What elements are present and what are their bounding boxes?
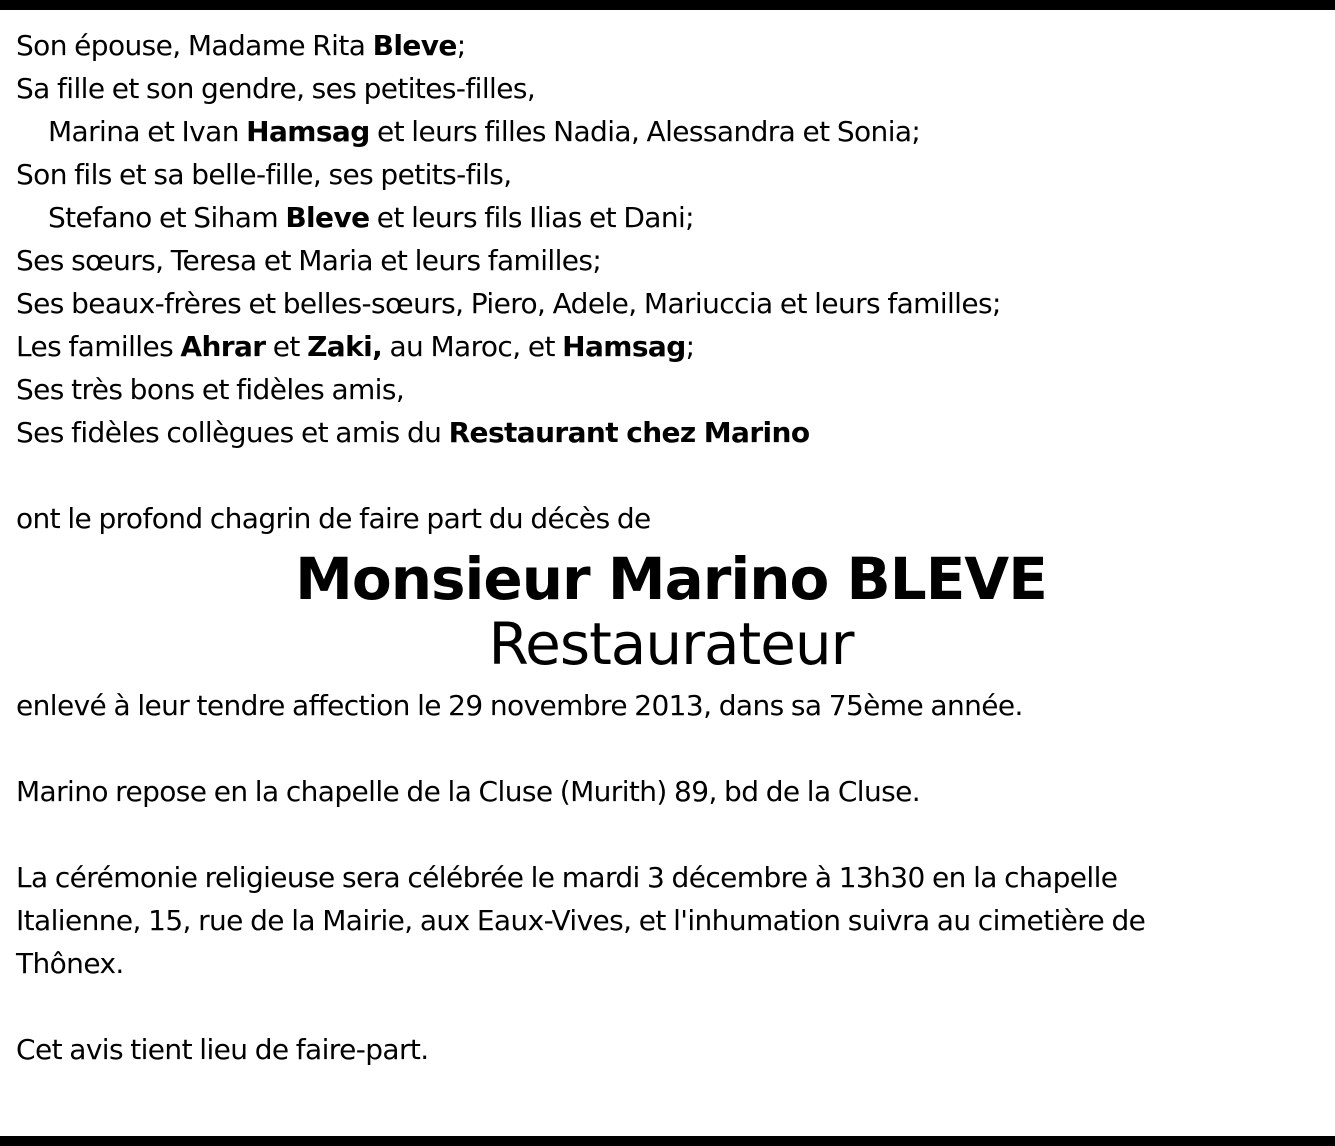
- family-line-in-laws: Ses beaux-frères et belles-sœurs, Piero, Adele, Mariuccia et leurs familles;: [16, 287, 1001, 320]
- death-notice: [16, 24, 1326, 1071]
- deceased-profession: Restaurateur: [488, 610, 854, 678]
- ceremony-line-2: Italienne, 15, rue de la Mairie, aux Eaux-Vives, et l'inhumation suivra au cimetière de: [16, 904, 1146, 937]
- ceremony-line-1: La cérémonie religieuse sera célébrée le mardi 3 décembre à 13h30 en la chapelle: [16, 861, 1118, 894]
- family-line-daughter: Sa fille et son gendre, ses petites-filles,: [16, 72, 536, 105]
- announcement-line: ont le profond chagrin de faire part du décès de: [16, 502, 651, 535]
- family-line-friends: Ses très bons et fidèles amis,: [16, 373, 405, 406]
- bottom-border-rule: [0, 1136, 1335, 1146]
- family-line-colleagues: Ses fidèles collègues et amis du Restaurant chez Marino: [16, 416, 810, 449]
- restaurant-name: Restaurant chez Marino: [448, 416, 810, 449]
- rest-location-line: Marino repose en la chapelle de la Cluse (Murith) 89, bd de la Cluse.: [16, 775, 921, 808]
- spacer: [16, 454, 1326, 497]
- deceased-name: Monsieur Marino BLEVE: [295, 545, 1047, 613]
- surname-hamsag: Hamsag: [246, 115, 370, 148]
- ceremony-line-3: Thônex.: [16, 947, 124, 980]
- top-border-rule: [0, 0, 1335, 10]
- family-line-daughter-family: Marina et Ivan Hamsag et leurs filles Nadia, Alessandra et Sonia;: [48, 115, 921, 148]
- surname-hamsag: Hamsag: [562, 330, 686, 363]
- family-line-son: Son fils et sa belle-fille, ses petits-fils,: [16, 158, 512, 191]
- closing-line: Cet avis tient lieu de faire-part.: [16, 1033, 429, 1066]
- death-date-line: enlevé à leur tendre affection le 29 novembre 2013, dans sa 75ème année.: [16, 689, 1023, 722]
- family-line-spouse: Son épouse, Madame Rita Bleve;: [16, 29, 466, 62]
- family-line-sisters: Ses sœurs, Teresa et Maria et leurs familles;: [16, 244, 602, 277]
- surname-bleve: Bleve: [285, 201, 370, 234]
- surname-bleve: Bleve: [372, 29, 457, 62]
- family-line-son-family: Stefano et Siham Bleve et leurs fils Ilias et Dani;: [48, 201, 695, 234]
- spacer: [16, 985, 1326, 1028]
- surname-ahrar: Ahrar: [180, 330, 266, 363]
- family-line-families: Les familles Ahrar et Zaki, au Maroc, et Hamsag;: [16, 330, 695, 363]
- surname-zaki: Zaki,: [307, 330, 383, 363]
- spacer: [16, 727, 1326, 770]
- spacer: [16, 813, 1326, 856]
